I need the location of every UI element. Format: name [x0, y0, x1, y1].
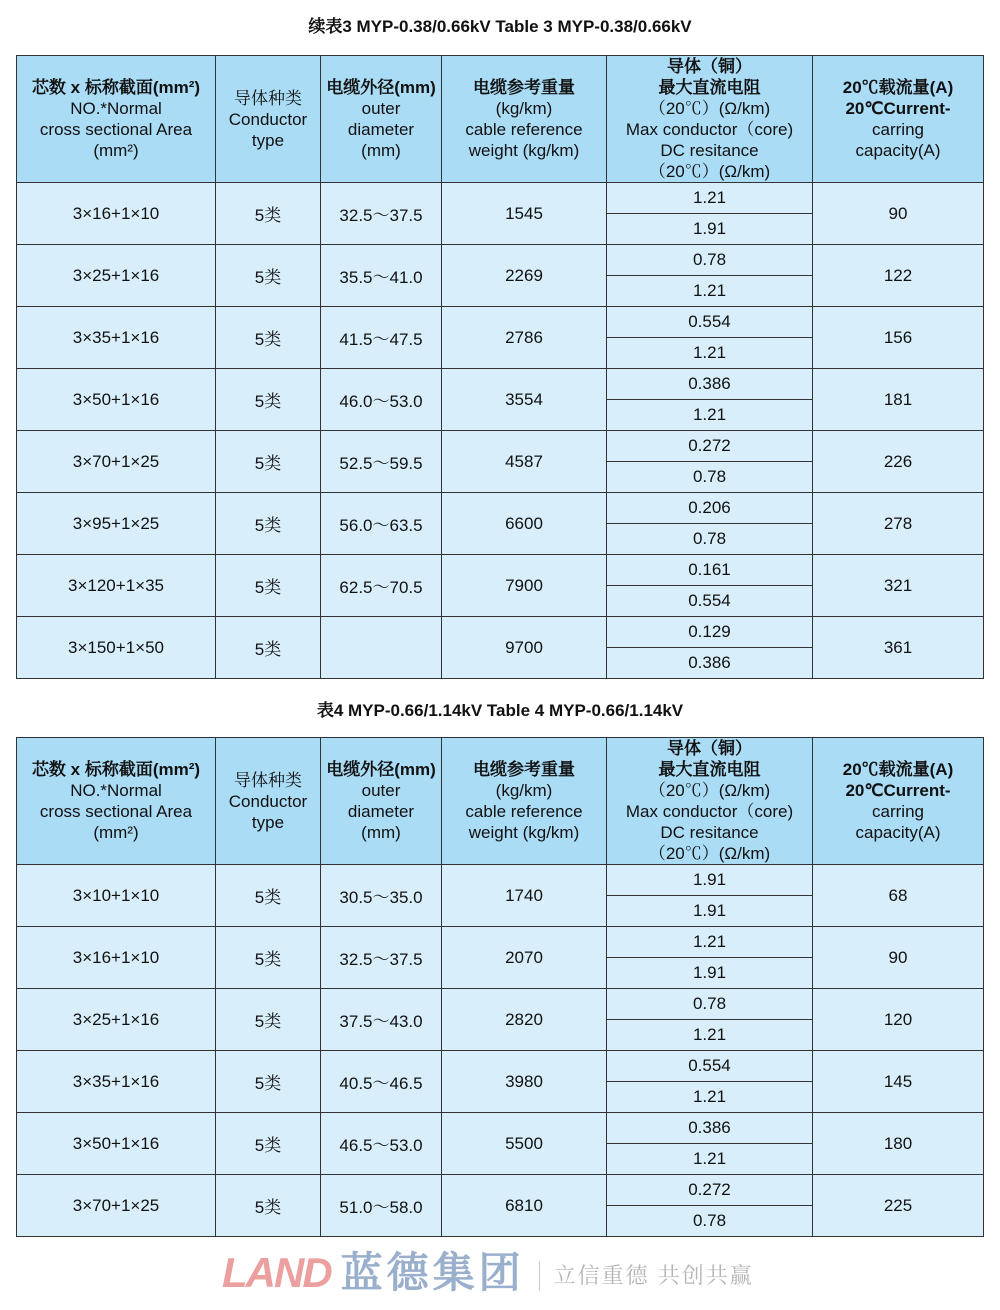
header-cell — [813, 56, 984, 183]
capacity-cell: 68 — [813, 865, 984, 927]
header-line: (mm) — [361, 823, 401, 842]
header-line: 导体（铜） — [667, 739, 752, 758]
header-line: 电缆外径(mm) — [326, 760, 436, 779]
header-line: carring — [872, 802, 924, 821]
resistance-cell: 1.91 — [607, 958, 813, 989]
header-line: DC resitance — [660, 141, 759, 160]
capacity-cell: 278 — [813, 493, 984, 555]
resistance-cell: 0.78 — [607, 245, 813, 276]
resistance-cell: 1.91 — [607, 896, 813, 927]
spec-cell: 3×150+1×50 — [17, 617, 216, 679]
header-line: outer — [361, 781, 401, 800]
diameter-cell: 52.5～59.5 — [321, 431, 442, 493]
header-line: （20℃）(Ω/km) — [648, 99, 771, 118]
header-line: type — [251, 812, 285, 832]
resistance-cell: 0.554 — [607, 1051, 813, 1082]
capacity-cell: 361 — [813, 617, 984, 679]
resistance-cell: 0.78 — [607, 524, 813, 555]
header-line: 芯数 x 标称截面(mm²) — [31, 78, 201, 97]
header-line: 电缆参考重量 — [473, 760, 575, 779]
diameter-cell: 41.5～47.5 — [321, 307, 442, 369]
header-line: 导体（铜） — [667, 57, 752, 76]
table-3-title: 续表3 MYP-0.38/0.66kV Table 3 MYP-0.38/0.66kV — [308, 17, 692, 36]
header-cell — [17, 56, 216, 183]
diameter-cell: 32.5～37.5 — [321, 927, 442, 989]
table-row — [17, 555, 984, 586]
header-line: DC resitance — [660, 823, 759, 842]
type-cell: 5类 — [216, 183, 321, 245]
capacity-cell: 145 — [813, 1051, 984, 1113]
resistance-cell: 1.21 — [607, 183, 813, 214]
header-line: Conductor — [228, 791, 308, 811]
header-cell — [321, 738, 442, 865]
header-line: （20℃）(Ω/km) — [648, 781, 771, 800]
type-cell: 5类 — [216, 1051, 321, 1113]
header-line: 电缆参考重量 — [473, 78, 575, 97]
capacity-cell: 156 — [813, 307, 984, 369]
diameter-cell: 40.5～46.5 — [321, 1051, 442, 1113]
header-line: 导体种类 — [234, 88, 302, 108]
header-line: (mm) — [361, 141, 401, 160]
spec-cell: 3×35+1×16 — [17, 307, 216, 369]
spec-cell: 3×16+1×10 — [17, 183, 216, 245]
spec-cell: 3×50+1×16 — [17, 1113, 216, 1175]
header-cell — [216, 56, 321, 183]
weight-cell: 1740 — [442, 865, 607, 927]
table-row — [17, 1051, 984, 1082]
diameter-cell: 35.5～41.0 — [321, 245, 442, 307]
weight-cell: 3554 — [442, 369, 607, 431]
resistance-cell: 0.78 — [607, 462, 813, 493]
weight-cell: 6810 — [442, 1175, 607, 1237]
header-line: 最大直流电阻 — [658, 760, 761, 779]
header-line: 最大直流电阻 — [658, 78, 761, 97]
type-cell: 5类 — [216, 865, 321, 927]
resistance-cell: 1.21 — [607, 927, 813, 958]
weight-cell: 2269 — [442, 245, 607, 307]
spec-cell: 3×70+1×25 — [17, 431, 216, 493]
weight-cell: 7900 — [442, 555, 607, 617]
header-line: weight (kg/km) — [468, 823, 580, 842]
header-line: weight (kg/km) — [468, 141, 580, 160]
header-line: Conductor — [228, 109, 308, 129]
spec-cell: 3×25+1×16 — [17, 989, 216, 1051]
table-row — [17, 183, 984, 214]
table-row — [17, 617, 984, 648]
type-cell: 5类 — [216, 493, 321, 555]
capacity-cell: 225 — [813, 1175, 984, 1237]
table-row — [17, 493, 984, 524]
capacity-cell: 180 — [813, 1113, 984, 1175]
watermark-logo: LAND — [222, 1249, 331, 1296]
header-line: cable reference — [465, 120, 583, 139]
resistance-cell: 1.91 — [607, 214, 813, 245]
table-row — [17, 1113, 984, 1144]
resistance-cell: 1.91 — [607, 865, 813, 896]
watermark-slogan: 立信重德 共创共赢 — [553, 1262, 754, 1288]
header-cell — [813, 738, 984, 865]
header-line: capacity(A) — [855, 823, 941, 842]
resistance-cell: 0.554 — [607, 586, 813, 617]
capacity-cell: 90 — [813, 927, 984, 989]
resistance-cell: 0.161 — [607, 555, 813, 586]
resistance-cell: 1.21 — [607, 1082, 813, 1113]
header-line: 20℃载流量(A) — [842, 78, 954, 97]
table-3 — [16, 55, 984, 679]
header-line: (kg/km) — [495, 99, 553, 118]
spec-cell: 3×35+1×16 — [17, 1051, 216, 1113]
spec-cell: 3×25+1×16 — [17, 245, 216, 307]
weight-cell: 2786 — [442, 307, 607, 369]
header-line: NO.*Normal — [70, 781, 162, 800]
table-row — [17, 865, 984, 896]
header-line: cable reference — [465, 802, 583, 821]
diameter-cell — [321, 617, 442, 679]
table-row — [17, 369, 984, 400]
table-4 — [16, 737, 984, 1237]
resistance-cell: 0.129 — [607, 617, 813, 648]
weight-cell: 4587 — [442, 431, 607, 493]
capacity-cell: 120 — [813, 989, 984, 1051]
capacity-cell: 226 — [813, 431, 984, 493]
table-row — [17, 1175, 984, 1206]
weight-cell: 3980 — [442, 1051, 607, 1113]
diameter-cell: 46.0～53.0 — [321, 369, 442, 431]
header-line: （20℃）(Ω/km) — [648, 162, 771, 181]
header-cell — [17, 738, 216, 865]
table-row — [17, 989, 984, 1020]
weight-cell: 2070 — [442, 927, 607, 989]
type-cell: 5类 — [216, 927, 321, 989]
header-line: （20℃）(Ω/km) — [648, 844, 771, 863]
diameter-cell: 46.5～53.0 — [321, 1113, 442, 1175]
header-line: Max conductor（core) — [625, 802, 794, 821]
resistance-cell: 0.206 — [607, 493, 813, 524]
watermark — [222, 1248, 754, 1301]
header-line: cross sectional Area — [39, 120, 193, 139]
resistance-cell: 0.386 — [607, 369, 813, 400]
capacity-cell: 90 — [813, 183, 984, 245]
table-row — [17, 927, 984, 958]
weight-cell: 1545 — [442, 183, 607, 245]
table-row — [17, 431, 984, 462]
header-cell — [216, 738, 321, 865]
header-line: cross sectional Area — [39, 802, 193, 821]
resistance-cell: 0.78 — [607, 989, 813, 1020]
spec-cell: 3×70+1×25 — [17, 1175, 216, 1237]
header-row — [17, 56, 984, 183]
type-cell: 5类 — [216, 431, 321, 493]
table-4-title: 表4 MYP-0.66/1.14kV Table 4 MYP-0.66/1.14kV — [316, 701, 684, 720]
capacity-cell: 321 — [813, 555, 984, 617]
diameter-cell: 32.5～37.5 — [321, 183, 442, 245]
header-line: Max conductor（core) — [625, 120, 794, 139]
weight-cell: 2820 — [442, 989, 607, 1051]
diameter-cell: 30.5～35.0 — [321, 865, 442, 927]
resistance-cell: 1.21 — [607, 1020, 813, 1051]
weight-cell: 9700 — [442, 617, 607, 679]
watermark-divider — [539, 1261, 540, 1291]
resistance-cell: 0.386 — [607, 1113, 813, 1144]
resistance-cell: 0.554 — [607, 307, 813, 338]
header-line: 20℃Current- — [845, 99, 951, 118]
table-row — [17, 307, 984, 338]
header-row — [17, 738, 984, 865]
header-line: type — [251, 130, 285, 150]
type-cell: 5类 — [216, 1113, 321, 1175]
type-cell: 5类 — [216, 1175, 321, 1237]
header-cell — [321, 56, 442, 183]
spec-cell: 3×10+1×10 — [17, 865, 216, 927]
header-line: diameter — [347, 120, 415, 139]
resistance-cell: 0.386 — [607, 648, 813, 679]
spec-cell: 3×120+1×35 — [17, 555, 216, 617]
type-cell: 5类 — [216, 555, 321, 617]
resistance-cell: 1.21 — [607, 400, 813, 431]
header-line: NO.*Normal — [70, 99, 162, 118]
header-cell — [442, 738, 607, 865]
watermark-name: 蓝德集团 — [340, 1249, 525, 1296]
resistance-cell: 0.78 — [607, 1206, 813, 1237]
diameter-cell: 62.5～70.5 — [321, 555, 442, 617]
header-line: 导体种类 — [234, 770, 302, 790]
weight-cell: 5500 — [442, 1113, 607, 1175]
header-line: outer — [361, 99, 401, 118]
diameter-cell: 56.0～63.5 — [321, 493, 442, 555]
header-line: diameter — [347, 802, 415, 821]
header-line: 电缆外径(mm) — [326, 78, 436, 97]
header-line: (mm²) — [93, 141, 139, 160]
header-line: 芯数 x 标称截面(mm²) — [31, 760, 201, 779]
table-row — [17, 245, 984, 276]
diameter-cell: 37.5～43.0 — [321, 989, 442, 1051]
spec-cell: 3×16+1×10 — [17, 927, 216, 989]
header-cell — [442, 56, 607, 183]
header-line: carring — [872, 120, 924, 139]
resistance-cell: 1.21 — [607, 1144, 813, 1175]
type-cell: 5类 — [216, 989, 321, 1051]
header-line: 20℃Current- — [845, 781, 951, 800]
type-cell: 5类 — [216, 245, 321, 307]
header-cell — [607, 56, 813, 183]
diameter-cell: 51.0～58.0 — [321, 1175, 442, 1237]
header-line: 20℃载流量(A) — [842, 760, 954, 779]
weight-cell: 6600 — [442, 493, 607, 555]
header-line: (mm²) — [93, 823, 139, 842]
header-cell — [607, 738, 813, 865]
header-line: capacity(A) — [855, 141, 941, 160]
type-cell: 5类 — [216, 369, 321, 431]
resistance-cell: 1.21 — [607, 276, 813, 307]
spec-cell: 3×95+1×25 — [17, 493, 216, 555]
header-line: (kg/km) — [495, 781, 553, 800]
resistance-cell: 0.272 — [607, 431, 813, 462]
resistance-cell: 0.272 — [607, 1175, 813, 1206]
capacity-cell: 122 — [813, 245, 984, 307]
capacity-cell: 181 — [813, 369, 984, 431]
type-cell: 5类 — [216, 617, 321, 679]
type-cell: 5类 — [216, 307, 321, 369]
resistance-cell: 1.21 — [607, 338, 813, 369]
spec-cell: 3×50+1×16 — [17, 369, 216, 431]
